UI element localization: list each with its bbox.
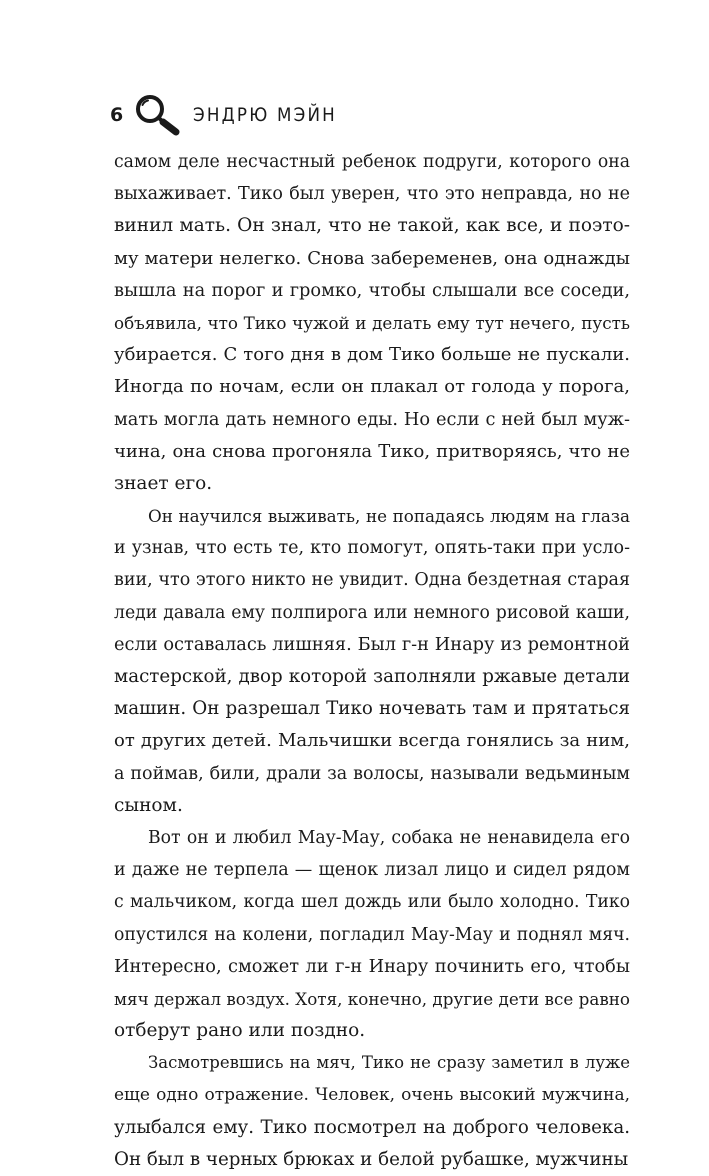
text-line: объявила, что Тико чужой и делать ему тут нечего, пусть	[114, 312, 630, 333]
text-line: Засмотревшись на мяч, Тико не сразу заметил в луже	[148, 1053, 630, 1073]
text-line: отберут рано или поздно.	[114, 1020, 366, 1042]
text-line: вии, что этого никто не увидит. Одна бездетная старая	[114, 570, 630, 591]
text-line: чина, она снова прогоняла Тико, притворяясь, что не	[114, 440, 630, 462]
text-line: Он научился выживать, не попадаясь людям на глаза	[148, 506, 630, 527]
text-line: му матери нелегко. Снова забеременев, она однажды	[114, 247, 630, 269]
text-line: леди давала ему полпирога или немного рисовой каши,	[114, 602, 630, 623]
text-line: выхаживает. Тико был уверен, что это неправда, но не	[114, 184, 630, 205]
text-line: мастерской, двор которой заполняли ржавые детали	[114, 666, 630, 687]
paragraph	[114, 500, 630, 822]
text-line: с мальчиком, когда шел дождь или было холодно. Тико	[114, 892, 630, 913]
text-line: от других детей. Мальчишки всегда гонялись за ним,	[114, 730, 630, 752]
text-line: и даже не терпела — щенок лизал лицо и сидел рядом	[114, 860, 630, 881]
paragraph	[114, 822, 630, 1047]
text-line: Интересно, сможет ли г-н Инару починить его, чтобы	[114, 956, 630, 977]
running-header	[110, 92, 357, 136]
text-line: Он был в черных брюках и белой рубашке, мужчины	[114, 1148, 629, 1170]
text-line: самом деле несчастный ребенок подруги, которого она	[114, 152, 630, 172]
text-line: машин. Он разрешал Тико ночевать там и прятаться	[114, 698, 630, 720]
text-line: улыбался ему. Тико посмотрел на доброго человека.	[114, 1116, 630, 1138]
text-line: а поймав, били, драли за волосы, называли ведьминым	[114, 763, 630, 784]
page-number: 6	[110, 104, 124, 126]
paragraph	[114, 146, 630, 500]
text-line: убирается. С того дня в дом Тико больше не пускали.	[114, 344, 630, 366]
text-line: если оставалась лишняя. Был г-н Инару из ремонтной	[114, 634, 630, 655]
text-line: мяч держал воздух. Хотя, конечно, другие дети все равно	[114, 988, 630, 1009]
text-line: опустился на колени, погладил Мау-Мау и поднял мяч.	[114, 924, 630, 945]
paragraph	[114, 1047, 630, 1176]
magnifier-icon	[133, 92, 183, 136]
author-name: ЭНДРЮ МЭЙН	[193, 104, 338, 126]
body-text	[114, 146, 630, 1176]
text-line: вышла на порог и громко, чтобы слышали все соседи,	[114, 280, 630, 301]
text-line: сыном.	[114, 794, 183, 816]
text-line: еще одно отражение. Человек, очень высокий мужчина,	[114, 1085, 630, 1106]
text-line: и узнав, что есть те, кто помогут, опять-таки при усло-	[114, 538, 630, 559]
text-line: Иногда по ночам, если он плакал от голода у порога,	[114, 376, 630, 398]
text-line: Вот он и любил Мау-Мау, собака не ненавидела его	[148, 827, 630, 848]
text-line: знает его.	[114, 472, 213, 494]
text-line: винил мать. Он знал, что не такой, как все, и поэто-	[114, 215, 630, 237]
text-line: мать могла дать немного еды. Но если с ней был муж-	[114, 409, 630, 430]
